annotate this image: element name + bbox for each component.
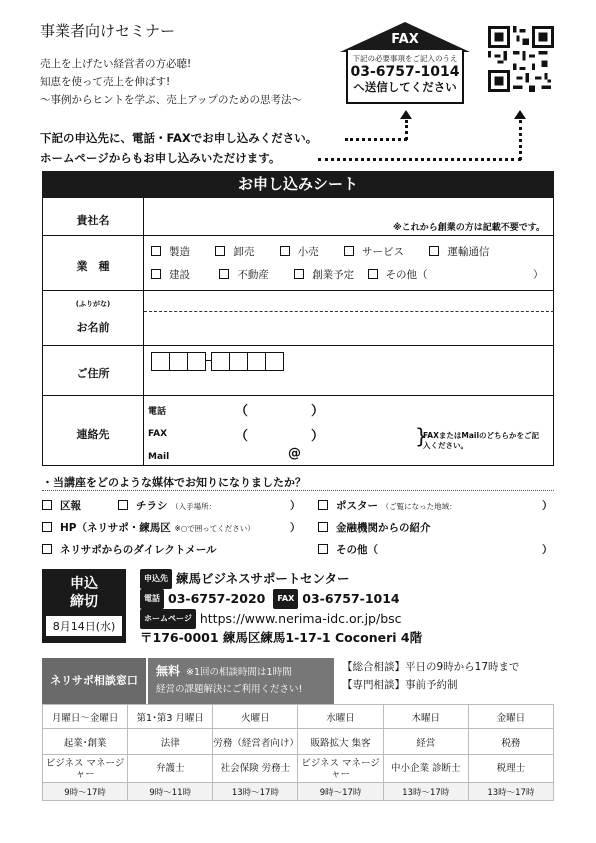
day-cell: 第1･第3 月曜日 <box>128 705 213 729</box>
address-row <box>43 345 553 395</box>
deadline-label: 締切 <box>70 594 98 610</box>
checkbox[interactable] <box>280 246 290 256</box>
topic-cell: 経営 <box>383 729 468 755</box>
media-option <box>42 542 217 557</box>
company-row <box>43 198 553 235</box>
free-label: 無料 <box>156 664 181 678</box>
arrow-up-icon <box>514 110 526 119</box>
industry-option: 運輸通信 <box>447 246 490 258</box>
checkbox[interactable] <box>368 269 378 279</box>
fax-send: へ送信してください <box>353 80 457 94</box>
media-option <box>318 498 457 513</box>
tag: ホームページ <box>140 609 196 629</box>
industry-option: 建設 <box>169 269 190 281</box>
advisor-cell: ビジネス マネージャー <box>298 755 383 783</box>
checkbox[interactable] <box>318 522 328 532</box>
checkbox[interactable] <box>318 500 328 510</box>
industry-option: 卸売 <box>233 246 255 258</box>
phone-label: 電話 <box>148 407 167 417</box>
media-option <box>42 498 81 513</box>
tag: 申込先 <box>140 569 172 589</box>
intro-text <box>40 55 302 109</box>
dotted-line <box>345 138 407 141</box>
hours-cell: 13時～17時 <box>213 783 298 801</box>
name-row <box>43 290 553 345</box>
checkbox[interactable] <box>118 500 128 510</box>
day-cell: 火曜日 <box>213 705 298 729</box>
fax-label: FAX <box>391 32 419 47</box>
paren: ） <box>290 522 301 534</box>
media-label: ネリサポからのダイレクトメール <box>60 544 217 556</box>
topic-cell: 労務（経営者向け） <box>213 729 298 755</box>
name-field[interactable] <box>144 312 554 346</box>
topic-cell: 起業･創業 <box>43 729 128 755</box>
cta-line: 下記の申込先に、電話・FAXでお申し込みください。 <box>40 131 318 145</box>
checkbox[interactable] <box>42 522 52 532</box>
paren: ） <box>542 544 553 556</box>
cta-text <box>40 128 317 168</box>
consult-free-box <box>148 658 334 704</box>
checkbox[interactable] <box>42 500 52 510</box>
checkbox[interactable] <box>151 269 161 279</box>
advisor-cell: 弁護士 <box>128 755 213 783</box>
paren: （ <box>235 404 249 419</box>
specialist-consult: 【専門相談】事前予約制 <box>342 679 458 691</box>
close-paren: ） <box>533 269 544 281</box>
checkbox[interactable] <box>318 544 328 554</box>
media-label: チラシ <box>136 500 168 512</box>
advisor-cell: 税理士 <box>468 755 553 783</box>
hours-cell: 13時～17時 <box>468 783 553 801</box>
furigana-field[interactable] <box>144 291 554 311</box>
address-text: 〒176-0001 練馬区練馬1-17-1 Coconeri 4階 <box>140 630 423 645</box>
industry-label: 業 種 <box>76 260 110 273</box>
day-cell: 金曜日 <box>468 705 553 729</box>
general-consult: 【総合相談】平日の9時から17時まで <box>342 661 520 673</box>
company-note: ※これから創業の方は記載不要です。 <box>392 223 545 233</box>
free-note: ※1回の相談時間は1時間 <box>186 667 292 678</box>
free-sub: 経営の課題解決にご利用ください! <box>156 684 303 695</box>
media-label: ポスター <box>336 500 378 512</box>
day-cell: 水曜日 <box>298 705 383 729</box>
page-title: 事業者向けセミナー <box>40 22 176 40</box>
paren: （ <box>235 429 249 444</box>
at-mark: @ <box>288 446 301 461</box>
deadline-date: 8月14日(水) <box>46 616 122 636</box>
paren: ） <box>542 500 553 512</box>
fax-field[interactable] <box>193 425 393 443</box>
media-sub: （ご覧になった地域： <box>381 502 457 511</box>
tag: 電話 <box>140 589 164 609</box>
org-name: 練馬ビジネスサポートセンター <box>176 571 350 586</box>
media-question: ・当講座をどのような媒体でお知りになりましたか？ <box>42 476 306 489</box>
media-option <box>318 542 378 557</box>
checkbox[interactable] <box>42 544 52 554</box>
contact-row <box>43 395 553 466</box>
contact-label: 連絡先 <box>76 428 110 441</box>
topic-cell: 販路拡大 集客 <box>298 729 383 755</box>
day-cell: 月曜日～金曜日 <box>43 705 128 729</box>
intro-line: 知恵を使って売上を伸ばす! <box>40 76 171 88</box>
divider <box>42 490 554 491</box>
contact-note: FAXまたはMailのどちらかをご記入ください。 <box>423 431 540 450</box>
checkbox[interactable] <box>429 246 439 256</box>
media-option <box>42 520 255 535</box>
form-title: お申し込みシート <box>42 171 554 198</box>
industry-option: 創業予定 <box>312 269 355 281</box>
address-field[interactable] <box>144 346 554 396</box>
fax-box <box>340 22 470 104</box>
mail-field[interactable] <box>193 446 403 464</box>
dotted-line <box>519 120 522 160</box>
checkbox[interactable] <box>294 269 304 279</box>
industry-option: 製造 <box>169 246 190 258</box>
paren: ） <box>311 429 325 444</box>
industry-row <box>43 235 553 290</box>
industry-option: サービス <box>362 246 405 258</box>
paren: ） <box>290 500 301 512</box>
advisor-cell: 社会保険 労務士 <box>213 755 298 783</box>
industry-option: 不動産 <box>237 269 269 281</box>
fax-note: 下記の必要事項をご記入のうえ <box>352 54 458 63</box>
tag: FAX <box>273 589 298 609</box>
industry-option: 小売 <box>297 246 319 258</box>
schedule-table <box>42 704 554 801</box>
deadline-box <box>42 569 126 643</box>
hours-cell: 9時～17時 <box>43 783 128 801</box>
paren: ） <box>311 404 325 419</box>
deadline-label: 申込 <box>70 576 98 592</box>
furigana-label: (ふりがな) <box>75 300 111 308</box>
tel-number[interactable]: 03-6757-2020 <box>168 591 266 606</box>
hours-cell: 9時～11時 <box>128 783 213 801</box>
company-label: 貴社名 <box>76 214 110 227</box>
topic-cell: 法律 <box>128 729 213 755</box>
media-option <box>318 520 431 535</box>
website-link[interactable]: https://www.nerima-idc.or.jp/bsc <box>199 611 402 626</box>
media-sub: ※○で囲ってください） <box>174 524 255 533</box>
application-form <box>42 198 554 466</box>
qr-code[interactable] <box>488 26 554 92</box>
phone-field[interactable] <box>193 400 393 418</box>
arrow-up-icon <box>400 110 412 119</box>
fax-number-contact: 03-6757-1014 <box>302 591 400 606</box>
media-label: 区報 <box>60 500 81 512</box>
checkbox[interactable] <box>215 246 225 256</box>
consult-info <box>342 658 520 694</box>
industry-option: その他（ <box>385 269 428 281</box>
contact-info <box>140 569 422 647</box>
consult-header: ネリサポ相談窓口 <box>42 658 146 704</box>
dotted-line <box>405 120 408 140</box>
intro-line: 売上を上げたい経営者の方必聴! <box>40 58 192 70</box>
checkbox[interactable] <box>219 269 229 279</box>
fax-number: 03-6757-1014 <box>350 64 460 80</box>
advisor-cell: 中小企業 診断士 <box>383 755 468 783</box>
media-sub: （入手場所： <box>171 502 217 511</box>
mail-label: Mail <box>148 452 170 462</box>
hours-cell: 13時～17時 <box>383 783 468 801</box>
checkbox[interactable] <box>344 246 354 256</box>
topic-cell: 税務 <box>468 729 553 755</box>
media-label: 金融機関からの紹介 <box>336 522 431 534</box>
media-label: HP（ネリサポ・練馬区 <box>60 522 171 534</box>
media-option <box>118 498 216 513</box>
cta-line: ホームページからもお申し込みいただけます。 <box>40 151 281 165</box>
checkbox[interactable] <box>151 246 161 256</box>
address-label: ご住所 <box>76 367 110 380</box>
media-label: その他（ <box>336 544 378 556</box>
fax-field-label: FAX <box>148 429 168 439</box>
advisor-cell: ビジネス マネージャー <box>43 755 128 783</box>
intro-line: ～事例からヒントを学ぶ、売上アップのための思考法～ <box>40 94 302 106</box>
brace: } <box>415 424 428 448</box>
dotted-line <box>318 158 521 161</box>
name-label: お名前 <box>76 321 110 334</box>
hours-cell: 9時～17時 <box>298 783 383 801</box>
day-cell: 木曜日 <box>383 705 468 729</box>
